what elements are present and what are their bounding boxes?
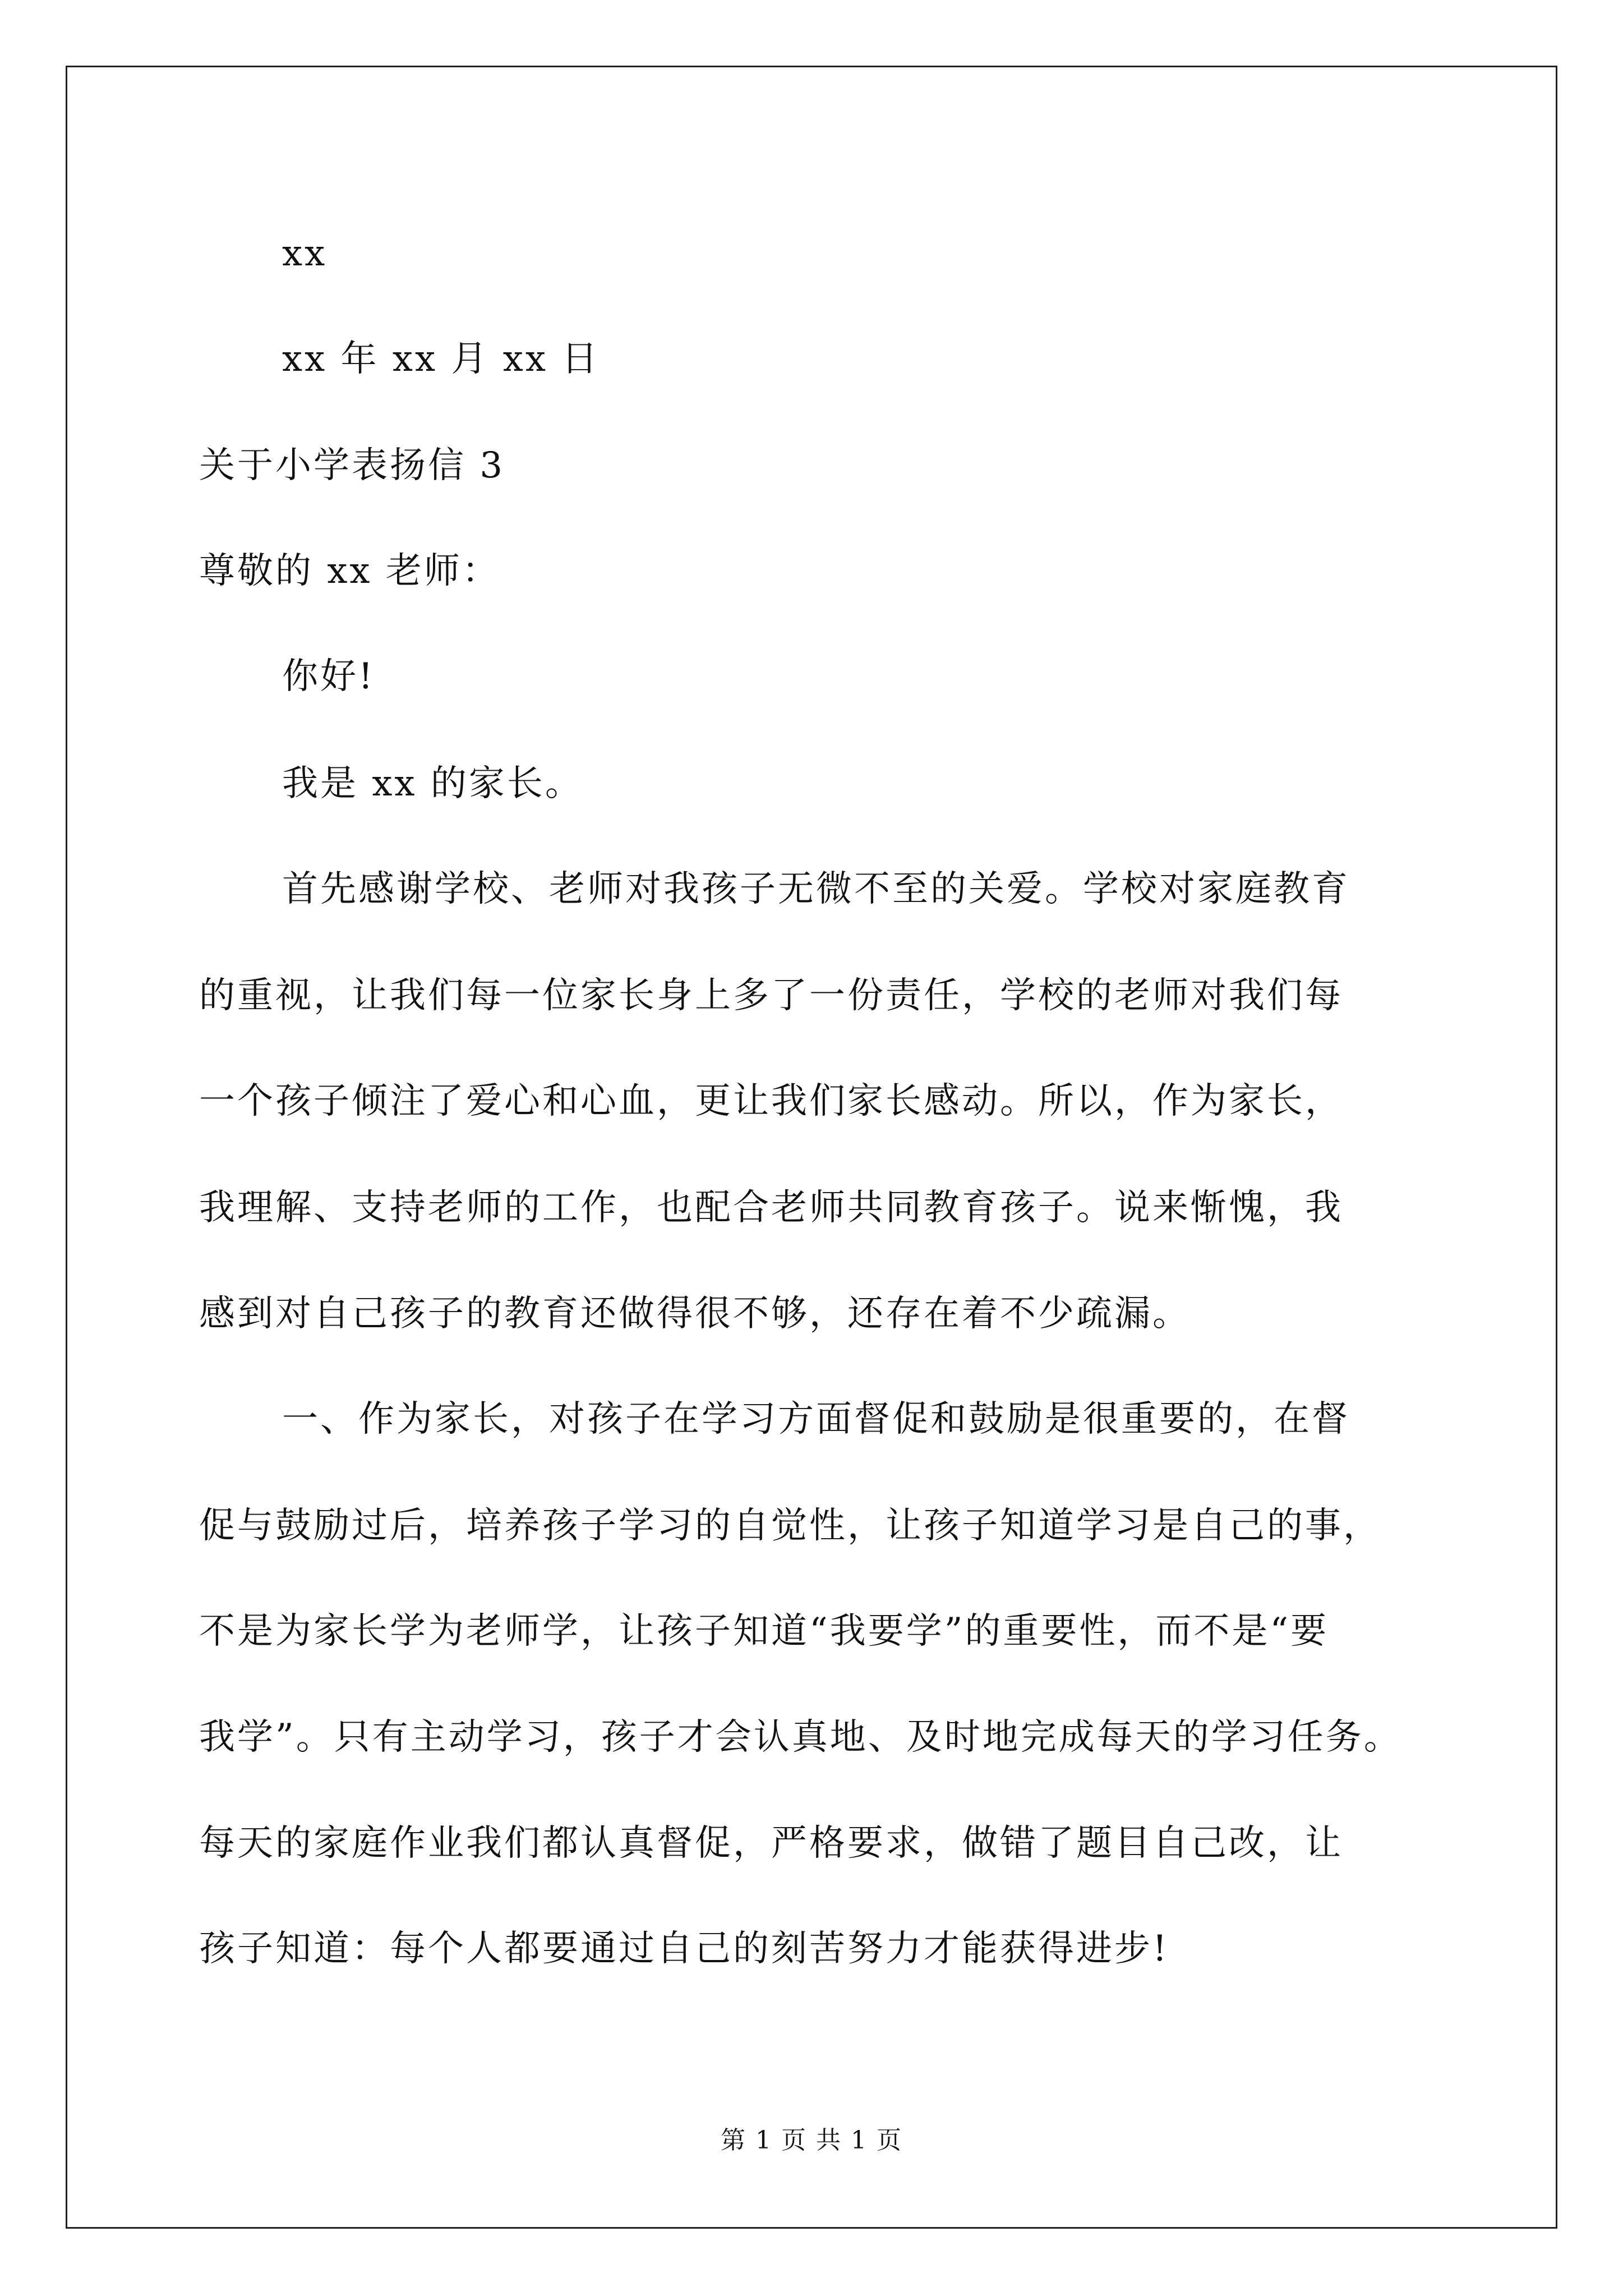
- section-heading: 关于小学表扬信 3: [199, 445, 505, 486]
- greeting: 你好!: [282, 656, 375, 697]
- paragraph-2-line: 促与鼓励过后，培养孩子学习的自觉性，让孩子知道学习是自己的事，: [199, 1505, 1381, 1547]
- paragraph-1-line: 首先感谢学校、老师对我孩子无微不至的关爱。学校对家庭教育: [282, 868, 1350, 910]
- signature: xx: [282, 233, 328, 274]
- paragraph-2-line: 孩子知道：每个人都要通过自己的刻苦努力才能获得进步!: [199, 1928, 1169, 1970]
- paragraph-1-line: 一个孩子倾注了爱心和心血，更让我们家长感动。所以，作为家长，: [199, 1080, 1343, 1122]
- paragraph-2-line: 我学”。只有主动学习，孩子才会认真地、及时地完成每天的学习任务。: [199, 1717, 1402, 1758]
- paragraph-2-line: 不是为家长学为老师学，让孩子知道“我要学”的重要性，而不是“要: [199, 1611, 1329, 1652]
- page-border: [66, 66, 1557, 2229]
- salutation: 尊敬的 xx 老师：: [199, 550, 500, 592]
- paragraph-2-line: 每天的家庭作业我们都认真督促，严格要求，做错了题目自己改，让: [199, 1823, 1343, 1864]
- paragraph-1-line: 的重视，让我们每一位家长身上多了一份责任，学校的老师对我们每: [199, 975, 1343, 1016]
- page-number-footer: 第 1 页 共 1 页: [721, 2126, 902, 2155]
- paragraph-1-line: 感到对自己孩子的教育还做得很不够，还存在着不少疏漏。: [199, 1293, 1191, 1335]
- letter-date: xx 年 xx 月 xx 日: [282, 338, 600, 380]
- intro-line: 我是 xx 的家长。: [282, 763, 583, 804]
- paragraph-1-line: 我理解、支持老师的工作，也配合老师共同教育孩子。说来惭愧，我: [199, 1187, 1343, 1228]
- paragraph-2-line: 一、作为家长，对孩子在学习方面督促和鼓励是很重要的，在督: [282, 1398, 1350, 1440]
